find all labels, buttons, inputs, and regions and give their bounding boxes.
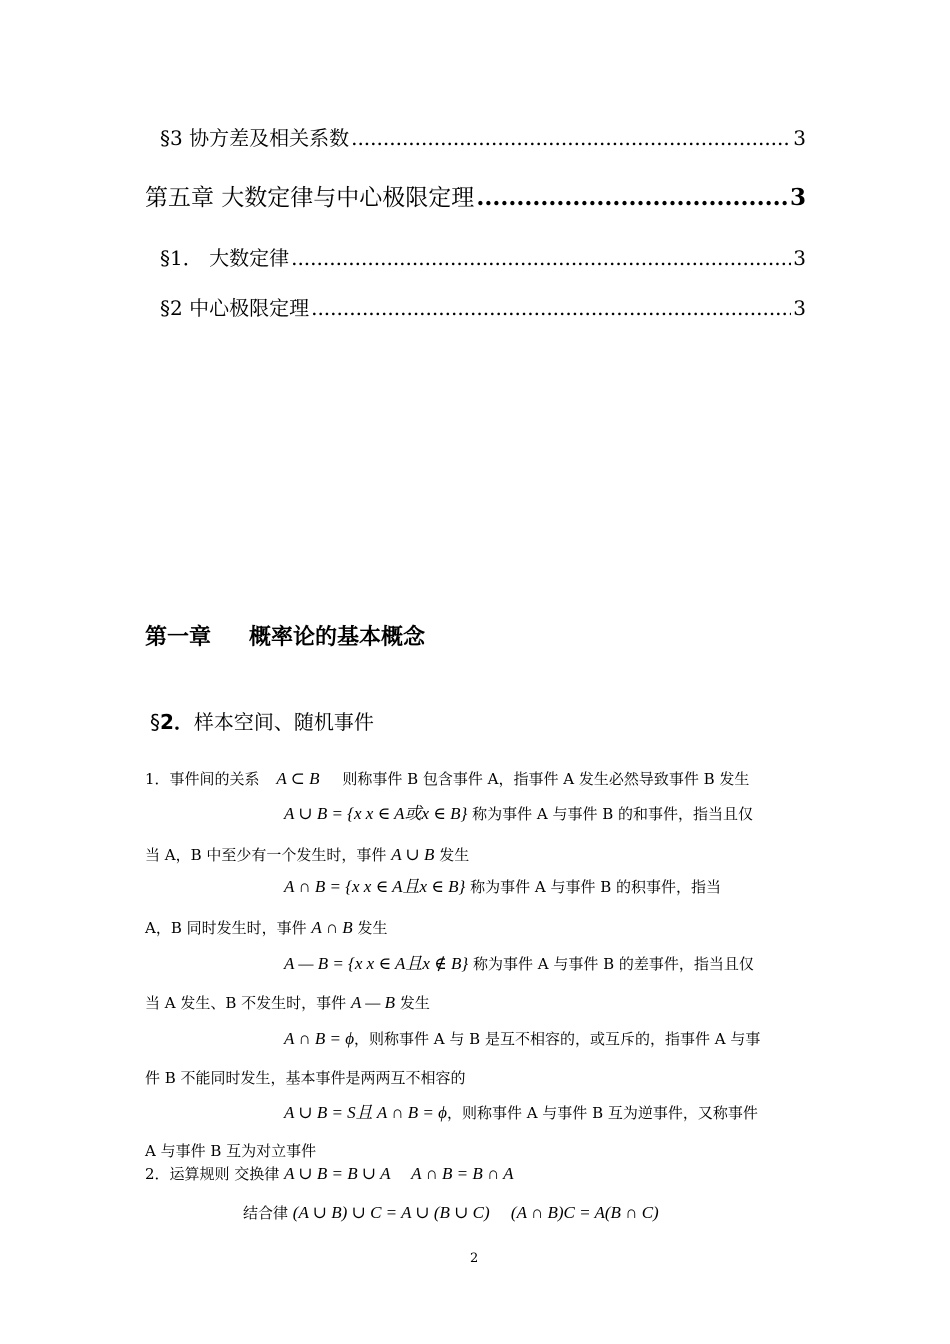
toc-entry-section3[interactable] <box>160 122 806 151</box>
complement-cont: A 与事件 B 互为对立事件 <box>145 1142 317 1160</box>
union-cont-pre: 当 A，B 中至少有一个发生时，事件 <box>145 846 387 864</box>
subset-description: 则称事件 B 包含事件 A，指事件 A 发生必然导致事件 B 发生 <box>342 770 750 788</box>
exclusive-continuation <box>145 1068 466 1088</box>
intersect-line <box>284 877 721 897</box>
diff-cont-pre: 当 A 发生、B 不发生时，事件 <box>145 994 347 1012</box>
exclusive-cont: 件 B 不能同时发生，基本事件是两两互不相容的 <box>145 1069 466 1087</box>
item2-label: 2．运算规则 交换律 <box>145 1165 280 1183</box>
toc-entry-label: §1． 大数定律 <box>160 246 290 270</box>
complement-line <box>284 1103 758 1123</box>
toc-dot-leader <box>291 246 791 270</box>
page-number: 2 <box>470 1251 479 1266</box>
section-symbol: § <box>150 710 160 734</box>
item1-label: 1．事件间的关系 <box>145 770 260 788</box>
toc-entry-label: §2 中心极限定理 <box>160 296 310 320</box>
toc-entry-page: 3 <box>793 246 806 270</box>
toc-dot-leader <box>311 296 791 320</box>
intersect-description: 称为事件 A 与事件 B 的积事件，指当 <box>470 878 722 896</box>
toc-entry-page: 3 <box>793 296 806 320</box>
exclusive-line <box>284 1029 760 1049</box>
subset-formula: A ⊂ B <box>276 769 320 788</box>
diff-formula: A — B = {x x ∈ A且x ∉ B} <box>284 954 469 973</box>
exclusive-formula: A ∩ B = ϕ <box>284 1029 355 1048</box>
union-line <box>284 804 753 824</box>
associative-line <box>243 1203 659 1223</box>
union-formula: A ∪ B = {x x ∈ A或x ∈ B} <box>284 804 468 823</box>
union-cont-post: 发生 <box>439 846 470 864</box>
diff-cont-post: 发生 <box>399 994 430 1012</box>
commutative-formula: A ∪ B = B ∪ A A ∩ B = B ∩ A <box>284 1164 514 1183</box>
section-number: 2． <box>160 710 194 734</box>
toc-entry-chapter5[interactable] <box>145 179 806 212</box>
complement-formula: A ∪ B = S且 A ∩ B = ϕ <box>284 1103 447 1122</box>
complement-description: ，则称事件 A 与事件 B 互为逆事件，又称事件 <box>446 1104 758 1122</box>
toc-entry-section2[interactable] <box>160 292 806 321</box>
item1-line <box>145 769 749 789</box>
intersect-cont-pre: A，B 同时发生时，事件 <box>145 919 307 937</box>
chapter-heading <box>145 620 425 651</box>
intersect-continuation <box>145 918 387 938</box>
union-cont-formula: A ∪ B <box>391 845 435 864</box>
union-continuation <box>145 845 469 865</box>
toc-dot-leader <box>351 126 791 150</box>
toc-entry-page: 3 <box>789 184 806 211</box>
toc-dot-leader <box>476 184 788 211</box>
toc-entry-label: 第五章 大数定律与中心极限定理 <box>145 185 475 211</box>
chapter-number: 第一章 <box>145 625 212 650</box>
section-title: 样本空间、随机事件 <box>193 710 374 734</box>
intersect-formula: A ∩ B = {x x ∈ A且x ∈ B} <box>284 877 466 896</box>
item2-line <box>145 1164 514 1184</box>
chapter-title: 概率论的基本概念 <box>249 625 426 650</box>
diff-continuation <box>145 993 430 1013</box>
toc-entry-section1[interactable] <box>160 242 806 271</box>
toc-entry-page: 3 <box>793 126 806 150</box>
associative-formula: (A ∪ B) ∪ C = A ∪ (B ∪ C) (A ∩ B)C = A(B ∩ C) <box>292 1203 659 1222</box>
union-description: 称为事件 A 与事件 B 的和事件，指当且仅 <box>472 805 754 823</box>
diff-description: 称为事件 A 与事件 B 的差事件，指当且仅 <box>472 955 754 973</box>
associative-label: 结合律 <box>243 1204 289 1222</box>
intersect-cont-post: 发生 <box>357 919 388 937</box>
complement-continuation <box>145 1141 316 1161</box>
intersect-cont-formula: A ∩ B <box>311 918 353 937</box>
toc-entry-label: §3 协方差及相关系数 <box>160 126 350 150</box>
section-heading <box>150 706 374 735</box>
diff-cont-formula: A — B <box>350 993 396 1012</box>
exclusive-description: ，则称事件 A 与 B 是互不相容的，或互斥的，指事件 A 与事 <box>354 1030 761 1048</box>
diff-line <box>284 954 754 974</box>
